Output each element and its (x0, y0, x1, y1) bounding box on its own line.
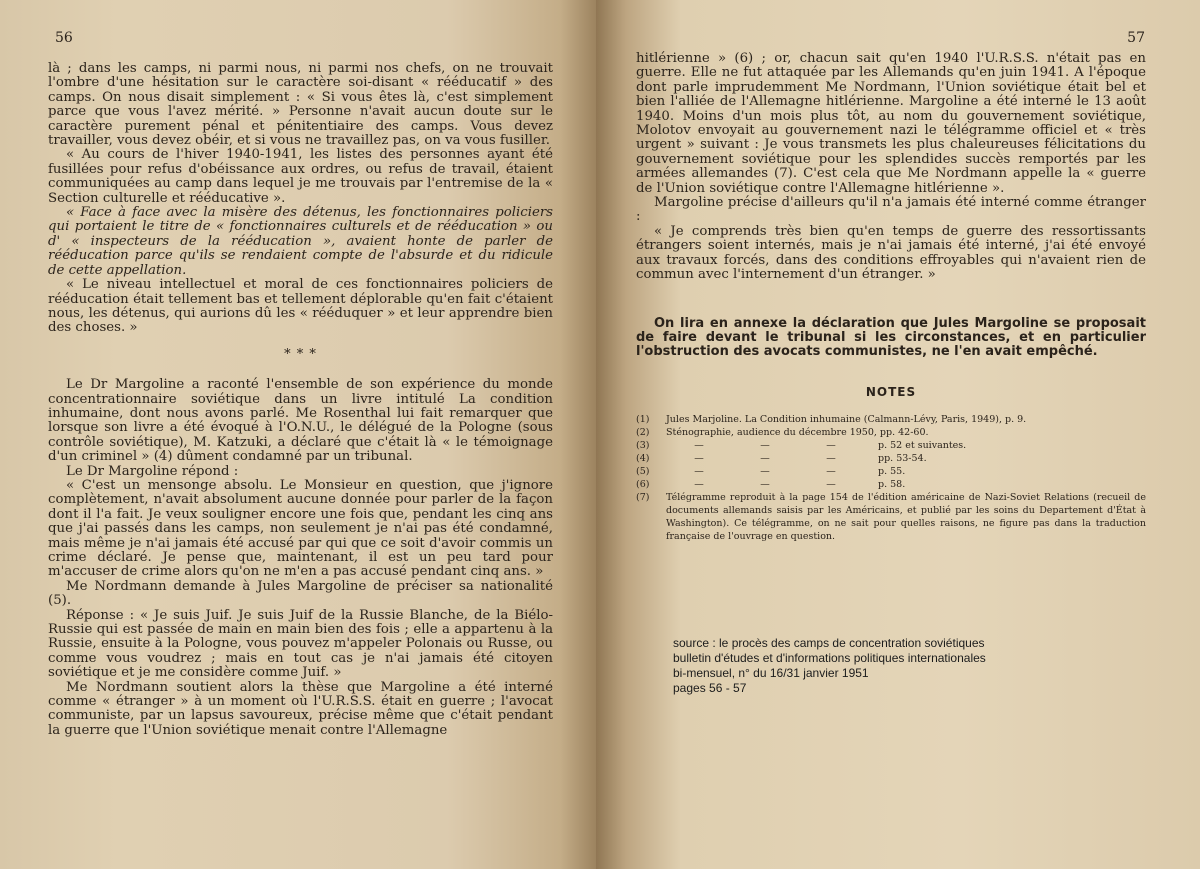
source-line: pages 56 - 57 (673, 681, 747, 695)
annexe-note: On lira en annexe la déclaration que Jules Margoline se proposait de faire devant le tribunal si les circonstances, et en particulier l'obstruction des avocats communistes, ne l'en avait empêché. (636, 315, 1146, 359)
paragraph: hitlérienne » (6) ; or, chacun sait qu'en 1940 l'U.R.S.S. n'était pas en guerre. Elle ne fut attaquée par les Allemands qu'en juin 1941. A l'époque dont parle imprudemment Me Nordmann, l'Union soviétique était bel et bien l'alliée de l'Allemagne hitlérienne. Margoline a été interné le 13 août 1940. Moins d'un mois plus tôt, au nom du gouvernement soviétique, Molotov envoyait au gouvernement nazi le télégramme officiel et « très urgent » suivant : Je vous transmets les plus chaleureuses félicitations du gouvernement soviétique pour les splendides succès remportés par les armées allemandes (7). C'est cela que Me Nordmann appelle la « guerre de l'Union soviétique contre l'Allemagne hitlérienne ». (636, 51, 1146, 196)
page-number-right: 57 (1127, 30, 1145, 46)
note-item: (2) Sténographie, audience du décembre 1950, pp. 42-60. (636, 426, 929, 438)
paragraph: « C'est un mensonge absolu. Le Monsieur en question, que j'ignore complètement, n'avait absolument aucune donnée pour parler de la façon dont il l'a fait. Je veux souligner encore une fois que, pendant les cinq ans que j'ai passés dans les camps, non seulement je n'ai pas été condamné, mais même je n'ai jamais été accusé par qui que ce soit d'avoir commis un crime déclaré. Je pense que, maintenant, il est un peu tard pour m'accuser de crime alors qu'on ne m'en a pas accusé pendant cinq ans. » (48, 477, 553, 580)
paragraph: Me Nordmann demande à Jules Margoline de préciser sa nationalité (5). (48, 578, 553, 609)
section-separator: * * * (284, 346, 317, 362)
paragraph: Me Nordmann soutient alors la thèse que Margoline a été interné comme « étranger » à un moment où l'U.R.S.S. était en guerre ; l'avocat communiste, par un lapsus savoureux, précise même que c'était pendant la guerre que l'Union soviétique menait contre l'Allemagne (48, 679, 553, 738)
left-page (0, 0, 596, 869)
note-item: (3) — — — p. 52 et suivantes. (636, 439, 967, 451)
note-item: (7) Télégramme reproduit à la page 154 de l'édition américaine de Nazi-Soviet Relations (recueil de documents allemands saisis par les Américains, et publié par les soins du Departement d'État à Washington). Ce télégramme, on ne sait pour quelles raisons, ne figure pas dans la traduction française de l'ouvrage en question. (636, 491, 1146, 542)
source-line: bulletin d'études et d'informations politiques internationales (673, 651, 986, 665)
paragraph: « Face à face avec la misère des détenus, les fonctionnaires policiers qui portaient le titre de « fonctionnaires culturels et de rééducation » ou d' « inspecteurs de la rééducation », avaient honte de parler de rééducation parce qu'ils se rendaient compte de l'absurde et du ridicule de cette appellation. (48, 205, 553, 278)
note-item: (6) — — — p. 58. (636, 478, 906, 490)
source-line: source : le procès des camps de concentration soviétiques (673, 636, 985, 650)
right-page (596, 0, 1200, 869)
note-item: (4) — — — pp. 53-54. (636, 452, 927, 464)
paragraph: Le Dr Margoline a raconté l'ensemble de son expérience du monde concentrationnaire soviétique dans un livre intitulé La condition inhumaine, dont nous avons parlé. Me Rosenthal lui fait remarquer que lorsque son livre a été évoqué à l'O.N.U., le délégué de la Pologne (sous contrôle soviétique), M. Katzuki, a déclaré que c'était là « le témoignage d'un criminel » (4) dûment condamné par un tribunal. (48, 377, 553, 465)
paragraph: « Au cours de l'hiver 1940-1941, les listes des personnes ayant été fusillées pour refus d'obéissance aux ordres, ou refus de travail, étaient communiquées au camp dans lequel je me trouvais par l'entremise de la « Section culturelle et rééducative ». (48, 147, 553, 206)
note-item: (5) — — — p. 55. (636, 465, 906, 477)
notes-title: NOTES (865, 384, 917, 399)
paragraph: Réponse : « Je suis Juif. Je suis Juif de la Russie Blanche, de la Biélo-Russie qui est passée de main en main bien des fois ; elle a appartenu à la Russie, ensuite à la Pologne, vous pouvez m'appeler Polonais ou Russe, ou comme vous voudrez ; mais en tout cas je n'ai jamais été citoyen soviétique et je me considère comme Juif. » (48, 607, 553, 681)
paragraph: Margoline précise d'ailleurs qu'il n'a jamais été interné comme étranger : (636, 195, 1146, 225)
page-number-left: 56 (55, 30, 73, 46)
source-line: bi-mensuel, n° du 16/31 janvier 1951 (673, 666, 869, 680)
left-page-text (48, 62, 553, 738)
note-item: (1) Jules Marjoline. La Condition inhumaine (Calmann-Lévy, Paris, 1949), p. 9. (636, 413, 1027, 425)
right-page-text (636, 52, 1146, 543)
paragraph: Le Dr Margoline répond : (66, 463, 239, 479)
paragraph: là ; dans les camps, ni parmi nous, ni parmi nos chefs, on ne trouvait l'ombre d'une hésitation sur le caractère soi-disant « rééducatif » des camps. On nous disait simplement : « Si vous êtes là, c'est simplement parce que vous l'avez mérité. » Personne n'avait aucun doute sur le caractère purement pénal et pénitentiaire des camps. Vous devez travailler, vous devez obéir, et si vous ne travaillez pas, on va vous fusiller. (48, 61, 553, 149)
notes-list (636, 413, 1146, 543)
paragraph: « Le niveau intellectuel et moral de ces fonctionnaires policiers de rééducation était tellement bas et tellement déplorable qu'en fait c'étaient nous, les détenus, qui aurions dû les « rééduquer » et leur apprendre bien des choses. » (48, 277, 553, 336)
paragraph: « Je comprends très bien qu'en temps de guerre des ressortissants étrangers soient internés, mais je n'ai jamais été interné, j'ai été envoyé aux travaux forcés, dans des conditions effroyables qui n'avaient rien de commun avec l'internement d'un étranger. » (636, 223, 1146, 283)
source-caption (673, 636, 986, 696)
